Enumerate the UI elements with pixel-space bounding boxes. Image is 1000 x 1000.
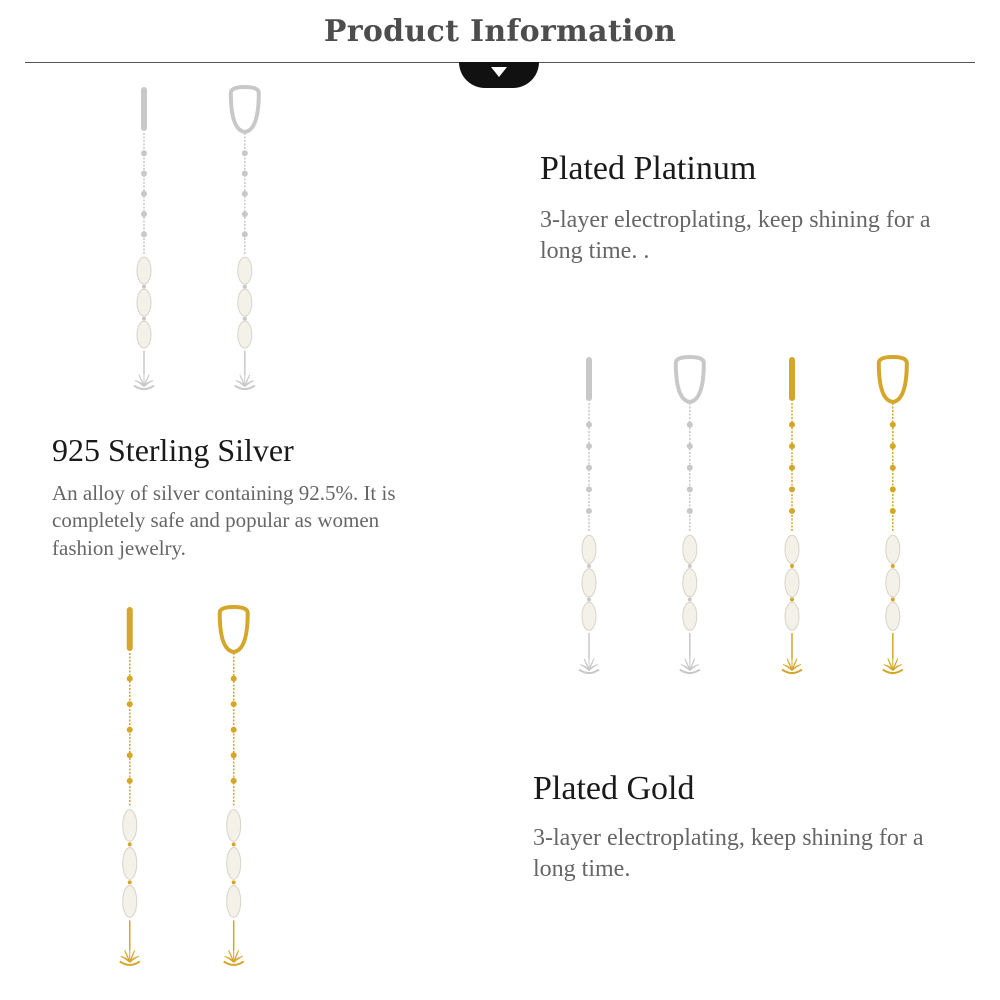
platinum-description: 3-layer electroplating, keep shining for a long time. . [540,207,931,265]
platinum-title: Plated Platinum [540,150,757,187]
silver-earrings-image [120,85,280,405]
gold-description: 3-layer electroplating, keep shining for a long time. [533,825,924,883]
earring-1 [579,357,599,673]
earring-2 [220,607,248,965]
platinum-earrings-image [565,355,725,690]
earring-1 [782,357,802,673]
gold-earrings-preview-image [768,355,928,690]
gold-title: Plated Gold [533,770,695,807]
page-title: Product Information [323,14,677,49]
earring-2 [231,87,259,389]
earring-2 [879,357,907,673]
earring-1 [134,87,154,389]
chevron-down-icon [491,67,507,77]
gold-earrings-image [105,605,270,985]
silver-title: 925 Sterling Silver [52,432,294,468]
silver-description: An alloy of silver containing 92.5%. It is completely safe and popular as women fashion jewelry. [52,481,396,560]
header-tab [459,62,539,88]
earring-1 [120,607,140,965]
earring-2 [676,357,704,673]
